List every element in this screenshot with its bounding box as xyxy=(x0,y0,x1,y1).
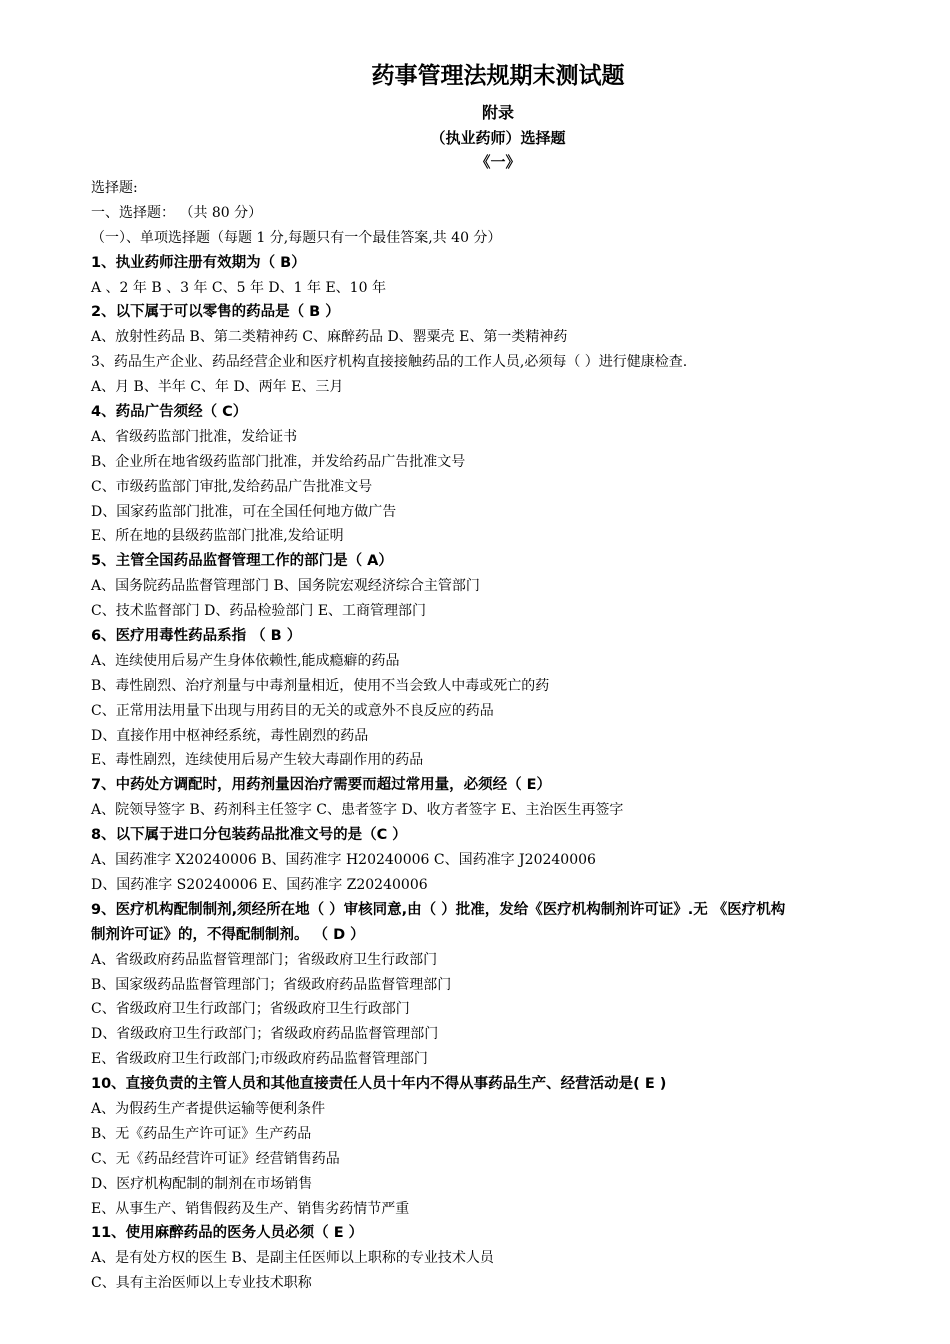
text-line: D、医疗机构配制的制剂在市场销售 xyxy=(91,1175,313,1192)
text-line: 一、选择题： （共 80 分） xyxy=(91,204,263,221)
text-line: A、为假药生产者提供运输等便利条件 xyxy=(91,1100,326,1117)
part-heading: 《一》 xyxy=(475,153,521,171)
text-line: A、国务院药品监督管理部门 B、国务院宏观经济综合主管部门 xyxy=(91,578,480,595)
text-line: A、放射性药品 B、第二类精神药 C、麻醉药品 D、罂粟壳 E、第一类精神药 xyxy=(91,329,568,346)
text-line: B、毒性剧烈、治疗剂量与中毒剂量相近，使用不当会致人中毒或死亡的药 xyxy=(91,677,550,694)
text-line: E、从事生产、销售假药及生产、销售劣药情节严重 xyxy=(91,1200,410,1217)
question-line: 制剂许可证》的，不得配制制剂。 （ D ） xyxy=(91,926,365,943)
text-line: C、具有主治医师以上专业技术职称 xyxy=(91,1275,312,1292)
text-line: A、月 B、半年 C、年 D、两年 E、三月 xyxy=(91,379,344,396)
question-list xyxy=(91,176,916,1296)
text-line: A、院领导签字 B、药剂科主任签字 C、患者签字 D、收方者签字 E、主治医生再签字 xyxy=(91,802,624,819)
text-line: D、省级政府卫生行政部门；省级政府药品监督管理部门 xyxy=(91,1026,439,1043)
text-line: A、连续使用后易产生身体依赖性,能成瘾癖的药品 xyxy=(91,652,400,669)
text-line: A、省级药监部门批准，发给证书 xyxy=(91,428,298,445)
question-line: 6、医疗用毒性药品系指 （ B ） xyxy=(91,628,302,645)
text-line: 3、药品生产企业、药品经营企业和医疗机构直接接触药品的工作人员,必须每（ ）进行健康检查. xyxy=(91,354,688,371)
text-line: E、省级政府卫生行政部门;市级政府药品监督管理部门 xyxy=(91,1051,428,1068)
text-line: C、省级政府卫生行政部门；省级政府卫生行政部门 xyxy=(91,1001,410,1018)
text-line: C、无《药品经营许可证》经营销售药品 xyxy=(91,1150,340,1167)
text-line: B、无《药品生产许可证》生产药品 xyxy=(91,1125,312,1142)
text-line: A 、2 年 B 、3 年 C、5 年 D、1 年 E、10 年 xyxy=(91,279,386,296)
question-line: 2、以下属于可以零售的药品是（ B ） xyxy=(91,304,340,321)
question-line: 5、主管全国药品监督管理工作的部门是（ A） xyxy=(91,553,393,570)
text-line: D、国家药监部门批准，可在全国任何地方做广告 xyxy=(91,503,397,520)
text-line: C、技术监督部门 D、药品检验部门 E、工商管理部门 xyxy=(91,603,427,620)
text-line: A、是有处方权的医生 B、是副主任医师以上职称的专业技术人员 xyxy=(91,1250,494,1267)
question-line: 7、中药处方调配时，用药剂量因治疗需要而超过常用量，必须经（ E） xyxy=(91,777,552,794)
question-line: 11、使用麻醉药品的医务人员必须（ E ） xyxy=(91,1225,364,1242)
question-line: 4、药品广告须经（ C） xyxy=(91,404,248,421)
question-line: 9、医疗机构配制制剂,须经所在地（ ）审核同意,由（ ）批准，发给《医疗机构制剂许可证》.无 《医疗机构 xyxy=(91,901,786,918)
text-line: A、国药准字 X20240006 B、国药准字 H20240006 C、国药准字 J20240006 xyxy=(91,852,596,869)
text-line: A、省级政府药品监督管理部门；省级政府卫生行政部门 xyxy=(91,951,438,968)
section-heading: （执业药师）选择题 xyxy=(430,129,566,147)
question-line: 1、执业药师注册有效期为（ B） xyxy=(91,254,306,271)
question-line: 10、直接负责的主管人员和其他直接责任人员十年内不得从事药品生产、经营活动是( E ) xyxy=(91,1076,667,1093)
question-line: 8、以下属于进口分包装药品批准文号的是（C ） xyxy=(91,827,407,844)
appendix-heading: 附录 xyxy=(481,103,514,122)
text-line: E、所在地的县级药监部门批准,发给证明 xyxy=(91,528,344,545)
text-line: C、正常用法用量下出现与用药目的无关的或意外不良反应的药品 xyxy=(91,702,494,719)
text-line: B、企业所在地省级药监部门批准，并发给药品广告批准文号 xyxy=(91,453,466,470)
text-line: 选择题: xyxy=(91,180,138,196)
text-line: E、毒性剧烈，连续使用后易产生较大毒副作用的药品 xyxy=(91,752,424,769)
document-title: 药事管理法规期末测试题 xyxy=(371,63,625,89)
text-line: D、国药准字 S20240006 E、国药准字 Z20240006 xyxy=(91,876,428,893)
text-line: （一）、单项选择题（每题 1 分,每题只有一个最佳答案,共 40 分） xyxy=(91,229,502,246)
text-line: D、直接作用中枢神经系统，毒性剧烈的药品 xyxy=(91,727,369,744)
text-line: B、国家级药品监督管理部门；省级政府药品监督管理部门 xyxy=(91,976,452,993)
text-line: C、市级药监部门审批,发给药品广告批准文号 xyxy=(91,478,373,495)
